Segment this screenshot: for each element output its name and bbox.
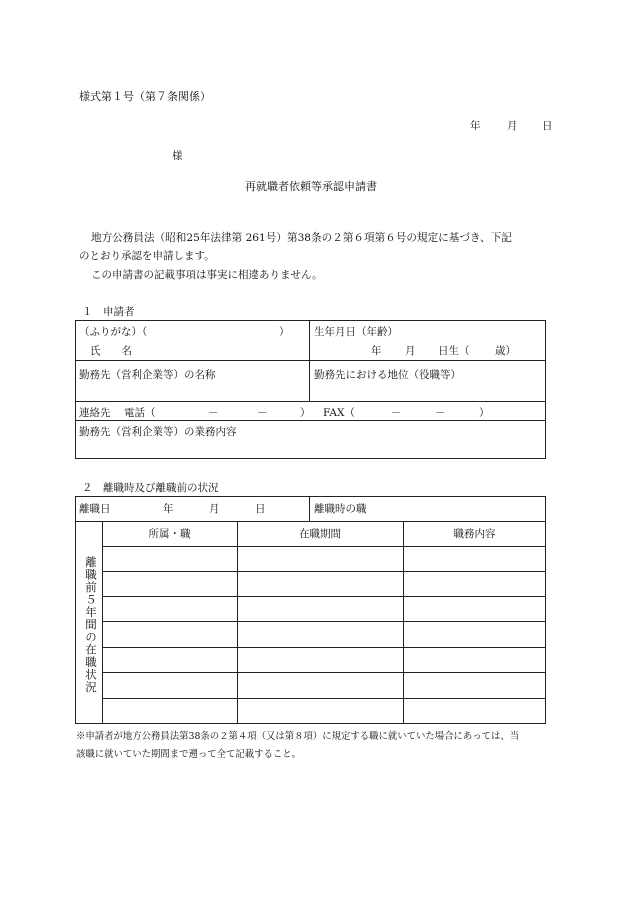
footnote-line-1: ※申請者が地方公務員法第38条の２第４項（又は第８項）に規定する職に就いていた場合にあっては、当 xyxy=(76,731,520,742)
phone-dash-1: － xyxy=(208,407,219,419)
fax-dash-1: － xyxy=(391,407,402,419)
applicant-row-divider-3 xyxy=(75,420,546,421)
section-1-heading: １ 申請者 xyxy=(82,306,135,318)
footnote-line-2: 該職に就いていた期間まで遡って全て記載すること。 xyxy=(76,749,302,760)
employer-position-label: 勤務先における地位（役職等） xyxy=(314,369,461,381)
employer-name-label: 勤務先（営利企業等）の名称 xyxy=(79,369,216,381)
applicant-row-divider-1 xyxy=(75,360,546,361)
phone-close: ） xyxy=(300,407,311,419)
birth-label: 生年月日（年齢） xyxy=(314,326,398,338)
retire-post-label: 離職時の職 xyxy=(314,503,367,515)
history-row-line xyxy=(102,672,546,673)
fax-dash-2: － xyxy=(435,407,446,419)
body-paragraph-1-line-2: のとおり承認を申請します。 xyxy=(79,250,215,262)
age-suffix: 歳） xyxy=(495,345,516,357)
col-duties-header: 職務内容 xyxy=(453,528,496,540)
applicant-column-divider xyxy=(309,320,310,401)
col-affiliation-header: 所属・職 xyxy=(148,528,191,540)
history-col-divider-2 xyxy=(403,521,404,724)
furigana-label: （ふりがな）（ xyxy=(79,326,148,338)
retire-year: 年 xyxy=(163,503,174,515)
birth-month: 月 xyxy=(405,345,416,357)
date-day: 日 xyxy=(542,120,553,132)
furigana-close: ） xyxy=(279,326,290,338)
fax-label: FAX（ xyxy=(323,407,355,419)
retire-day: 日 xyxy=(255,503,266,515)
date-year: 年 xyxy=(470,120,481,132)
applicant-row-divider-2 xyxy=(75,401,546,402)
phone-dash-2: － xyxy=(257,407,268,419)
retirement-header-divider xyxy=(75,521,546,522)
addressee-suffix: 様 xyxy=(172,150,183,162)
birth-year: 年 xyxy=(371,345,382,357)
fax-close: ） xyxy=(479,407,490,419)
date-month: 月 xyxy=(507,120,518,132)
retire-date-label: 離職日 xyxy=(79,503,111,515)
business-label: 勤務先（営利企業等）の業務内容 xyxy=(79,426,237,438)
history-col-divider-1 xyxy=(237,521,238,724)
name-label: 氏 名 xyxy=(90,345,132,357)
history-row-line xyxy=(102,546,546,547)
page-title: 再就職者依頼等承認申請書 xyxy=(245,180,377,193)
retirement-top-divider xyxy=(309,496,310,521)
contact-label: 連絡先 xyxy=(79,407,111,419)
section-2-heading: ２ 離職時及び離職前の状況 xyxy=(82,482,219,494)
history-row-line xyxy=(102,571,546,572)
col-period-header: 在職期間 xyxy=(299,528,341,540)
history-row-line xyxy=(102,596,546,597)
history-row-line xyxy=(102,647,546,648)
body-paragraph-1-line-1: 地方公務員法（昭和25年法律第 261号）第38条の２第６項第６号の規定に基づき、下記 xyxy=(91,232,512,244)
retire-month: 月 xyxy=(209,503,220,515)
phone-label: 電話（ xyxy=(124,407,156,419)
birth-day-age: 日生（ xyxy=(438,345,470,357)
history-row-line xyxy=(102,621,546,622)
history-row-line xyxy=(102,698,546,699)
form-number: 様式第１号（第７条関係） xyxy=(79,90,211,103)
history-vertical-label: 離職前５年間の在職状況 xyxy=(84,556,98,694)
body-paragraph-2: この申請書の記載事項は事実に相違ありません。 xyxy=(91,269,323,281)
